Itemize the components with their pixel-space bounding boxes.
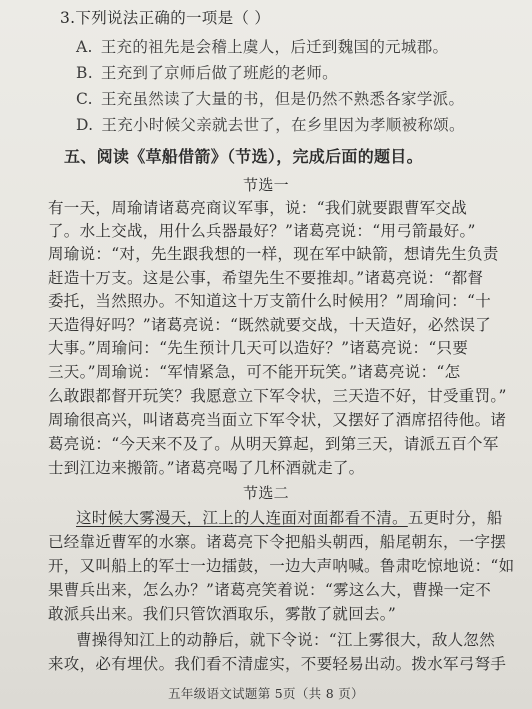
excerpt-1-line: 委托，当然照办。不知道这十万支箭什么时候用？”周瑜问：“十 xyxy=(48,292,492,310)
excerpt-1-line: 天造得好吗？”诸葛亮说：“既然就要交战，十天造好，必然误了 xyxy=(48,316,492,334)
excerpt-2-title: 节选二 xyxy=(243,484,289,502)
excerpt-2-line: 来攻，必有埋伏。我们看不清虚实，不要轻易出动。拨水军弓弩手 xyxy=(48,655,507,673)
excerpt-1-line: 士到江边来搬箭。”诸葛亮喝了几杯酒就走了。 xyxy=(48,459,365,477)
excerpt-1-line: 周瑜说：“对，先生跟我想的一样，现在军中缺箭，想请先生负责 xyxy=(48,245,499,263)
excerpt-2-line: 曹操得知江上的动静后，就下令说：“江上雾很大，敌人忽然 xyxy=(76,631,496,649)
excerpt-1-line: 了。水上交战，用什么兵器最好？”诸葛亮说：“用弓箭最好。” xyxy=(48,222,476,240)
excerpt-2-line: 开，又叫船上的军士一边擂鼓，一边大声呐喊。鲁肃吃惊地说：“如 xyxy=(48,557,515,575)
excerpt-1-line: 三天。”周瑜说：“军情紧急，可不能开玩笑。”诸葛亮说：“怎 xyxy=(48,363,461,381)
excerpt-1-line: 大事。”周瑜问：“先生预计几天可以造好？”诸葛亮说：“只要 xyxy=(48,339,469,357)
option-d xyxy=(76,113,465,135)
option-a xyxy=(76,35,448,57)
option-b-label: B. xyxy=(76,64,93,82)
section-5-heading: 五、阅读《草船借箭》（节选），完成后面的题目。 xyxy=(64,147,423,166)
underlined-sentence: 这时候大雾漫天，江上的人连面对面都看不清。 xyxy=(76,509,408,527)
excerpt-1-line: 周瑜很高兴，叫诸葛亮当面立下军令状，又摆好了酒席招待他。诸 xyxy=(48,411,507,429)
excerpt-2-first-line xyxy=(76,506,503,528)
excerpt-2-line: 敢派兵出来。我们只管饮酒取乐，雾散了就回去。” xyxy=(48,605,397,623)
option-d-label: D. xyxy=(76,116,94,134)
option-b-text: 王充到了京师后做了班彪的老师。 xyxy=(100,64,338,82)
excerpt-1-line: 葛亮说：“今天来不及了。从明天算起，到第三天，请派五百个军 xyxy=(48,435,499,453)
option-a-label: A. xyxy=(76,38,93,56)
option-c-label: C. xyxy=(76,90,93,108)
option-d-text: 王充小时候父亲就去世了，在乡里因为孝顺被称颂。 xyxy=(101,116,465,134)
excerpt-2-line: 已经靠近曹军的水寨。诸葛亮下令把船头朝西，船尾朝东，一字摆 xyxy=(48,533,507,551)
excerpt-1-title: 节选一 xyxy=(243,176,289,194)
option-c-text: 王充虽然读了大量的书，但是仍然不熟悉各家学派。 xyxy=(100,90,465,108)
excerpt-2-line: 果曹兵出来，怎么办？”诸葛亮笑着说：“雾这么大，曹操一定不 xyxy=(48,581,492,599)
option-a-text: 王充的祖先是会稽上虞人，后迁到魏国的元城郡。 xyxy=(100,38,449,56)
page-footer: 五年级语文试题第 5页（共 8 页） xyxy=(168,686,364,701)
excerpt-2-line-rest: 五更时分，船 xyxy=(407,509,503,527)
excerpt-1-line: 么敢跟都督开玩笑？我愿意立下军令状，三天造不好，甘受重罚。” xyxy=(48,387,507,405)
excerpt-1-line: 赶造十万支。这是公事，希望先生不要推却。”诸葛亮说：“都督 xyxy=(48,269,484,287)
option-c xyxy=(76,87,464,109)
option-b xyxy=(76,61,338,83)
excerpt-1-line: 有一天，周瑜请诸葛亮商议军事，说：“我们就要跟曹军交战 xyxy=(48,199,468,217)
question-3-stem: 3.下列说法正确的一项是（ ） xyxy=(60,9,271,27)
